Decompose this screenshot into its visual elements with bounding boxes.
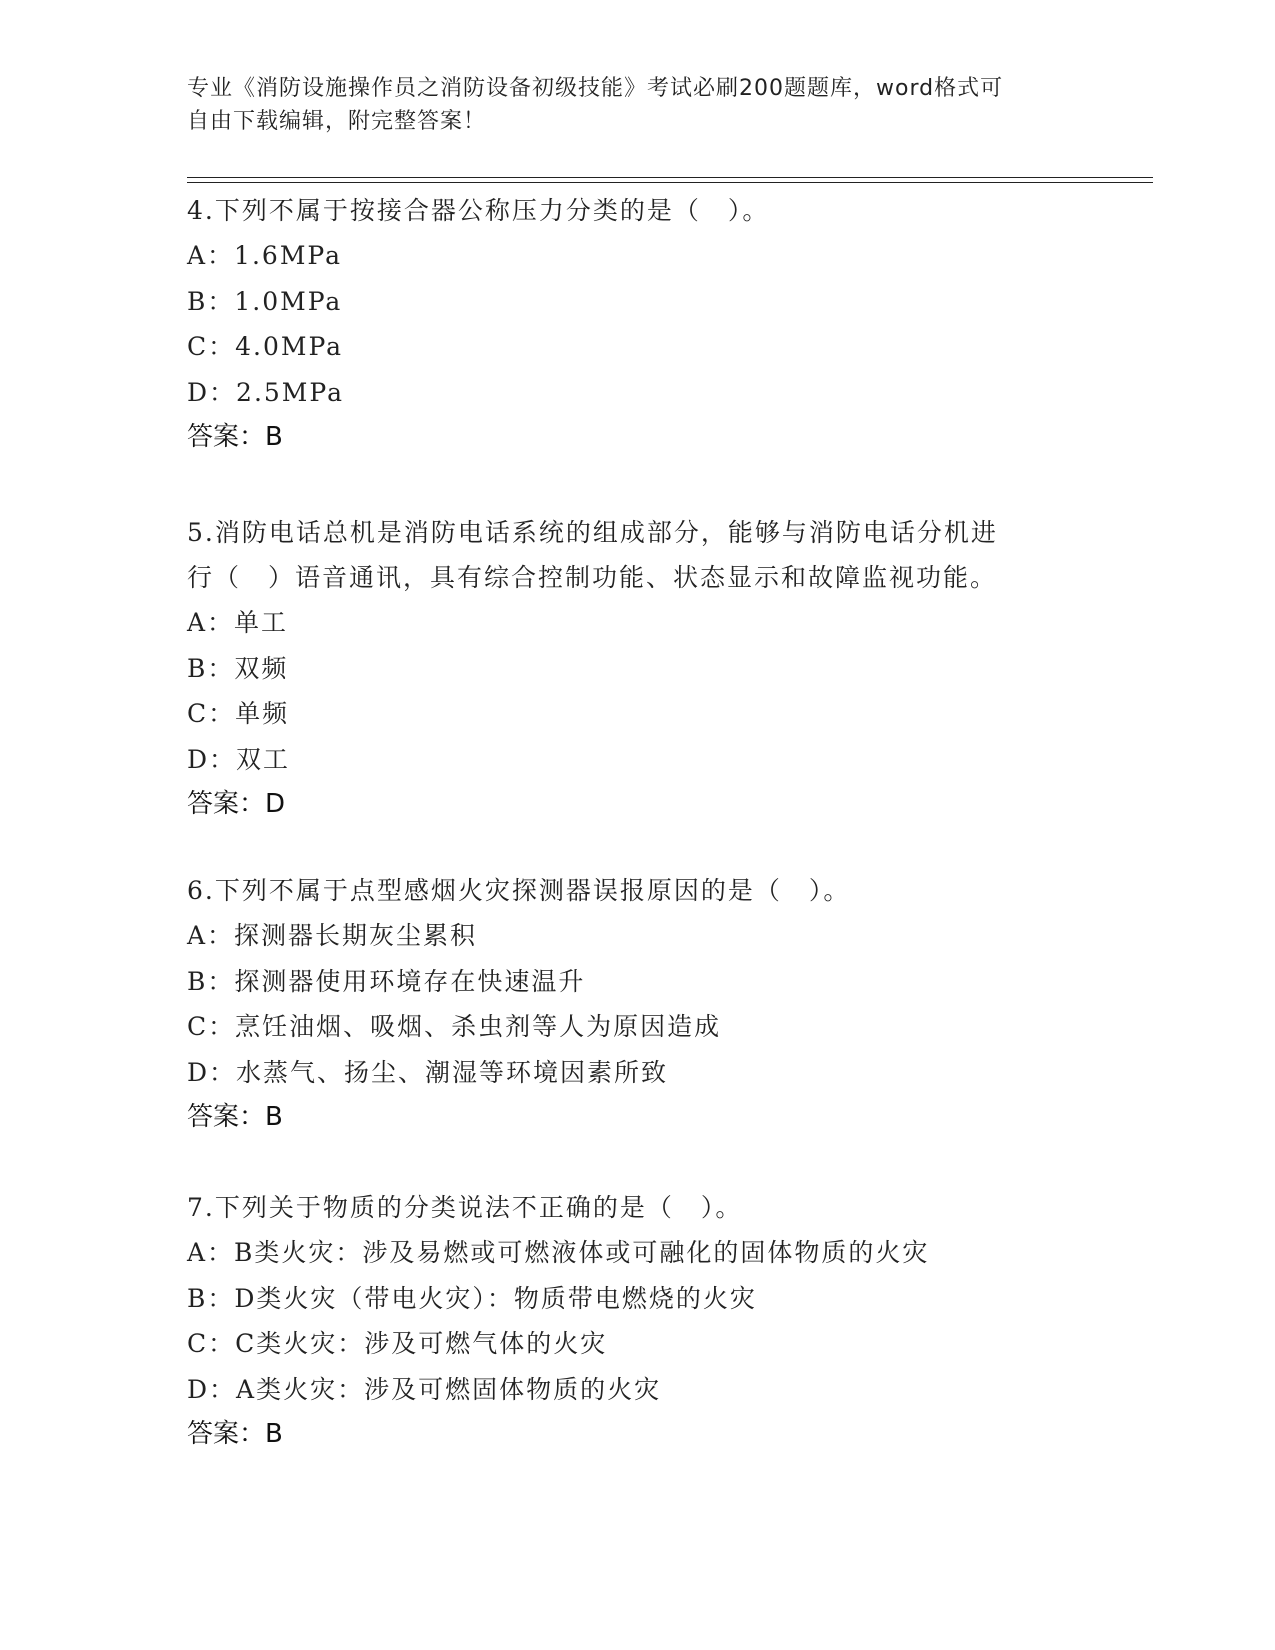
option-a: A：单工	[187, 608, 289, 637]
option-b: B：探测器使用环境存在快速温升	[187, 966, 586, 996]
question-stem-line-2: 行（ ）语音通讯，具有综合控制功能、状态显示和故障监视功能。	[187, 563, 998, 592]
option-b: B：1.0MPa	[187, 286, 343, 316]
option-c: C：单频	[187, 699, 290, 728]
option-a: A：B类火灾：涉及易燃或可燃液体或可融化的固体物质的火灾	[187, 1238, 930, 1267]
option-a: A：1.6MPa	[187, 241, 343, 270]
option-b: B：双频	[187, 653, 289, 683]
question-stem-line-1: 5.消防电话总机是消防电话系统的组成部分，能够与消防电话分机进	[187, 518, 998, 547]
option-c: C：C类火灾：涉及可燃气体的火灾	[187, 1329, 608, 1358]
header-divider-bottom	[187, 182, 1153, 183]
question-7	[187, 1185, 1087, 1457]
document-header	[187, 72, 1067, 138]
option-c: C：烹饪油烟、吸烟、杀虫剂等人为原因造成	[187, 1012, 722, 1041]
option-d: D：水蒸气、扬尘、潮湿等环境因素所致	[187, 1057, 669, 1087]
option-d: D：2.5MPa	[187, 377, 345, 407]
question-stem: 4.下列不属于按接合器公称压力分类的是（ ）。	[187, 196, 770, 225]
option-c: C：4.0MPa	[187, 332, 344, 361]
header-line-2: 自由下载编辑，附完整答案！	[187, 109, 487, 134]
question-stem: 7.下列关于物质的分类说法不正确的是（ ）。	[187, 1193, 743, 1222]
option-d: D：双工	[187, 744, 291, 774]
answer-label: 答案：B	[187, 1102, 283, 1132]
option-b: B：D类火灾（带电火灾）：物质带电燃烧的火灾	[187, 1283, 757, 1313]
question-4	[187, 188, 1087, 460]
question-6	[187, 868, 1087, 1140]
question-5	[187, 510, 1087, 827]
answer-label: 答案：D	[187, 789, 286, 819]
option-a: A：探测器长期灰尘累积	[187, 921, 478, 950]
question-stem: 6.下列不属于点型感烟火灾探测器误报原因的是（ ）。	[187, 876, 851, 905]
answer-label: 答案：B	[187, 1419, 283, 1449]
header-line-1: 专业《消防设施操作员之消防设备初级技能》考试必刷200题题库，word格式可	[187, 76, 1004, 101]
header-divider-top	[187, 177, 1153, 178]
option-d: D：A类火灾：涉及可燃固体物质的火灾	[187, 1374, 662, 1404]
answer-label: 答案：B	[187, 422, 283, 452]
